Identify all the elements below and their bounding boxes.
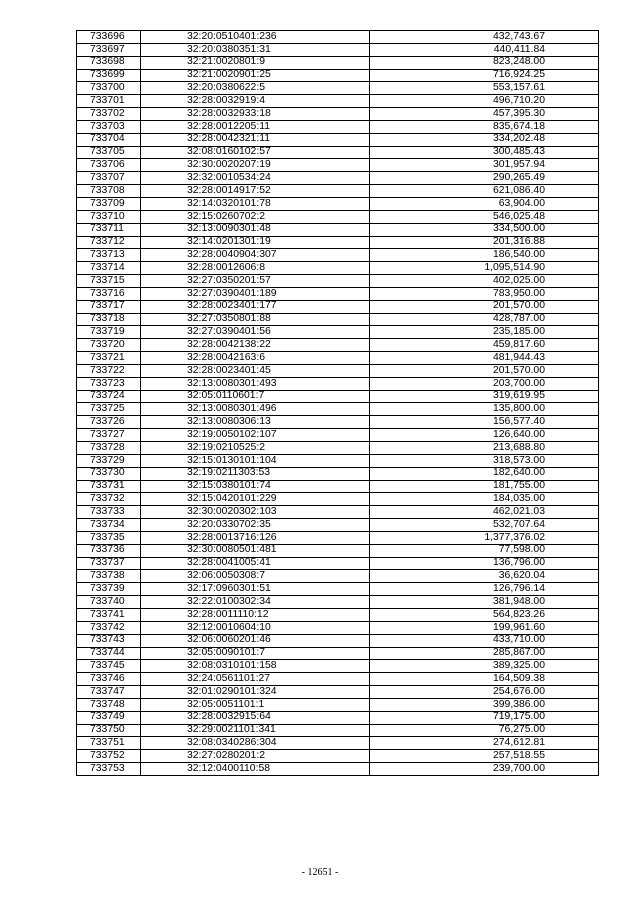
cadastral-number-cell: 32:15:0380101:74 bbox=[141, 480, 370, 493]
record-id-cell: 733730 bbox=[77, 467, 141, 480]
record-id-cell: 733699 bbox=[77, 69, 141, 82]
cadastral-number-cell: 32:30:0020302:103 bbox=[141, 506, 370, 519]
amount-cell: 136,796.00 bbox=[370, 557, 599, 570]
amount-cell: 457,395.30 bbox=[370, 108, 599, 121]
cadastral-number-cell: 32:27:0350201:57 bbox=[141, 275, 370, 288]
table-row bbox=[77, 506, 599, 519]
record-id-cell: 733717 bbox=[77, 300, 141, 313]
cadastral-number-cell: 32:17:0960301:51 bbox=[141, 583, 370, 596]
record-id-cell: 733732 bbox=[77, 493, 141, 506]
cadastral-number-cell: 32:13:0090301:48 bbox=[141, 223, 370, 236]
amount-cell: 462,021.03 bbox=[370, 506, 599, 519]
table-row bbox=[77, 480, 599, 493]
table-row bbox=[77, 442, 599, 455]
table-row bbox=[77, 69, 599, 82]
amount-cell: 36,620.04 bbox=[370, 570, 599, 583]
record-id-cell: 733746 bbox=[77, 673, 141, 686]
table-body bbox=[77, 31, 599, 776]
record-id-cell: 733751 bbox=[77, 737, 141, 750]
amount-cell: 290,265.49 bbox=[370, 172, 599, 185]
amount-cell: 319,619.95 bbox=[370, 390, 599, 403]
cadastral-number-cell: 32:28:0041005:41 bbox=[141, 557, 370, 570]
table-row bbox=[77, 43, 599, 56]
amount-cell: 239,700.00 bbox=[370, 763, 599, 776]
cadastral-number-cell: 32:19:0211303:53 bbox=[141, 467, 370, 480]
amount-cell: 823,248.00 bbox=[370, 56, 599, 69]
table-row bbox=[77, 621, 599, 634]
amount-cell: 532,707.64 bbox=[370, 519, 599, 532]
table-row bbox=[77, 300, 599, 313]
table-row bbox=[77, 95, 599, 108]
table-row bbox=[77, 146, 599, 159]
table-row bbox=[77, 608, 599, 621]
cadastral-number-cell: 32:24:0561101:27 bbox=[141, 673, 370, 686]
table-row bbox=[77, 223, 599, 236]
table-row bbox=[77, 660, 599, 673]
cadastral-number-cell: 32:28:0042163:6 bbox=[141, 352, 370, 365]
cadastral-number-cell: 32:27:0390401:189 bbox=[141, 287, 370, 300]
cadastral-number-cell: 32:28:0014917:52 bbox=[141, 185, 370, 198]
table-row bbox=[77, 159, 599, 172]
table-row bbox=[77, 120, 599, 133]
record-id-cell: 733715 bbox=[77, 275, 141, 288]
cadastral-number-cell: 32:13:0080306:13 bbox=[141, 416, 370, 429]
cadastral-number-cell: 32:28:0013716:126 bbox=[141, 531, 370, 544]
amount-cell: 201,570.00 bbox=[370, 364, 599, 377]
table-row bbox=[77, 82, 599, 95]
cadastral-number-cell: 32:08:0160102:57 bbox=[141, 146, 370, 159]
amount-cell: 433,710.00 bbox=[370, 634, 599, 647]
record-id-cell: 733716 bbox=[77, 287, 141, 300]
record-id-cell: 733733 bbox=[77, 506, 141, 519]
record-id-cell: 733744 bbox=[77, 647, 141, 660]
table-row bbox=[77, 185, 599, 198]
record-id-cell: 733702 bbox=[77, 108, 141, 121]
amount-cell: 440,411.84 bbox=[370, 43, 599, 56]
table-row bbox=[77, 339, 599, 352]
table-row bbox=[77, 596, 599, 609]
amount-cell: 201,316.88 bbox=[370, 236, 599, 249]
amount-cell: 334,500.00 bbox=[370, 223, 599, 236]
table-row bbox=[77, 519, 599, 532]
amount-cell: 835,674.18 bbox=[370, 120, 599, 133]
record-id-cell: 733753 bbox=[77, 763, 141, 776]
record-id-cell: 733728 bbox=[77, 442, 141, 455]
amount-cell: 203,700.00 bbox=[370, 377, 599, 390]
cadastral-number-cell: 32:28:0023401:45 bbox=[141, 364, 370, 377]
table-row bbox=[77, 493, 599, 506]
record-id-cell: 733724 bbox=[77, 390, 141, 403]
record-id-cell: 733727 bbox=[77, 429, 141, 442]
amount-cell: 181,755.00 bbox=[370, 480, 599, 493]
record-id-cell: 733731 bbox=[77, 480, 141, 493]
amount-cell: 63,904.00 bbox=[370, 197, 599, 210]
table-row bbox=[77, 197, 599, 210]
table-row bbox=[77, 454, 599, 467]
record-id-cell: 733723 bbox=[77, 377, 141, 390]
amount-cell: 285,867.00 bbox=[370, 647, 599, 660]
record-id-cell: 733709 bbox=[77, 197, 141, 210]
record-id-cell: 733708 bbox=[77, 185, 141, 198]
table-row bbox=[77, 570, 599, 583]
table-row bbox=[77, 313, 599, 326]
cadastral-number-cell: 32:15:0260702:2 bbox=[141, 210, 370, 223]
cadastral-number-cell: 32:20:0510401:236 bbox=[141, 31, 370, 44]
amount-cell: 719,175.00 bbox=[370, 711, 599, 724]
table-row bbox=[77, 647, 599, 660]
cadastral-number-cell: 32:27:0350801:88 bbox=[141, 313, 370, 326]
table-row bbox=[77, 133, 599, 146]
data-table bbox=[76, 30, 599, 776]
record-id-cell: 733740 bbox=[77, 596, 141, 609]
table-row bbox=[77, 750, 599, 763]
amount-cell: 182,640.00 bbox=[370, 467, 599, 480]
record-id-cell: 733748 bbox=[77, 698, 141, 711]
record-id-cell: 733700 bbox=[77, 82, 141, 95]
table-row bbox=[77, 377, 599, 390]
amount-cell: 318,573.00 bbox=[370, 454, 599, 467]
record-id-cell: 733749 bbox=[77, 711, 141, 724]
table-row bbox=[77, 429, 599, 442]
amount-cell: 135,800.00 bbox=[370, 403, 599, 416]
cadastral-number-cell: 32:20:0380622:5 bbox=[141, 82, 370, 95]
record-id-cell: 733711 bbox=[77, 223, 141, 236]
amount-cell: 564,823.26 bbox=[370, 608, 599, 621]
cadastral-number-cell: 32:28:0042321:11 bbox=[141, 133, 370, 146]
cadastral-number-cell: 32:06:0060201:46 bbox=[141, 634, 370, 647]
table-row bbox=[77, 275, 599, 288]
cadastral-number-cell: 32:27:0390401:56 bbox=[141, 326, 370, 339]
cadastral-number-cell: 32:20:0380351:31 bbox=[141, 43, 370, 56]
record-id-cell: 733707 bbox=[77, 172, 141, 185]
record-id-cell: 733698 bbox=[77, 56, 141, 69]
record-id-cell: 733735 bbox=[77, 531, 141, 544]
cadastral-number-cell: 32:28:0042138:22 bbox=[141, 339, 370, 352]
record-id-cell: 733714 bbox=[77, 262, 141, 275]
amount-cell: 301,957.94 bbox=[370, 159, 599, 172]
record-id-cell: 733713 bbox=[77, 249, 141, 262]
table-row bbox=[77, 531, 599, 544]
record-id-cell: 733750 bbox=[77, 724, 141, 737]
cadastral-number-cell: 32:19:0210525:2 bbox=[141, 442, 370, 455]
cadastral-number-cell: 32:28:0032933:18 bbox=[141, 108, 370, 121]
cadastral-number-cell: 32:13:0080301:493 bbox=[141, 377, 370, 390]
table-row bbox=[77, 108, 599, 121]
record-id-cell: 733712 bbox=[77, 236, 141, 249]
amount-cell: 300,485.43 bbox=[370, 146, 599, 159]
cadastral-number-cell: 32:28:0032919:4 bbox=[141, 95, 370, 108]
cadastral-number-cell: 32:15:0130101:104 bbox=[141, 454, 370, 467]
table-row bbox=[77, 262, 599, 275]
amount-cell: 496,710.20 bbox=[370, 95, 599, 108]
table-row bbox=[77, 583, 599, 596]
page-number: - 12651 - bbox=[301, 867, 339, 878]
table-row bbox=[77, 210, 599, 223]
amount-cell: 546,025.48 bbox=[370, 210, 599, 223]
cadastral-number-cell: 32:01:0290101:324 bbox=[141, 686, 370, 699]
cadastral-number-cell: 32:12:0010604:10 bbox=[141, 621, 370, 634]
amount-cell: 254,676.00 bbox=[370, 686, 599, 699]
record-id-cell: 733736 bbox=[77, 544, 141, 557]
amount-cell: 459,817.60 bbox=[370, 339, 599, 352]
cadastral-number-cell: 32:14:0320101:78 bbox=[141, 197, 370, 210]
cadastral-number-cell: 32:21:0020801:9 bbox=[141, 56, 370, 69]
amount-cell: 213,688.80 bbox=[370, 442, 599, 455]
table-row bbox=[77, 172, 599, 185]
record-id-cell: 733705 bbox=[77, 146, 141, 159]
record-id-cell: 733720 bbox=[77, 339, 141, 352]
amount-cell: 716,924.25 bbox=[370, 69, 599, 82]
record-id-cell: 733745 bbox=[77, 660, 141, 673]
amount-cell: 334,202.48 bbox=[370, 133, 599, 146]
cadastral-number-cell: 32:13:0080301:496 bbox=[141, 403, 370, 416]
table-row bbox=[77, 724, 599, 737]
amount-cell: 126,796.14 bbox=[370, 583, 599, 596]
table-row bbox=[77, 673, 599, 686]
table-row bbox=[77, 287, 599, 300]
table-row bbox=[77, 634, 599, 647]
table-row bbox=[77, 236, 599, 249]
record-id-cell: 733734 bbox=[77, 519, 141, 532]
cadastral-number-cell: 32:06:0050308:7 bbox=[141, 570, 370, 583]
table-row bbox=[77, 326, 599, 339]
cadastral-number-cell: 32:27:0280201:2 bbox=[141, 750, 370, 763]
record-id-cell: 733718 bbox=[77, 313, 141, 326]
record-id-cell: 733752 bbox=[77, 750, 141, 763]
table-row bbox=[77, 31, 599, 44]
amount-cell: 235,185.00 bbox=[370, 326, 599, 339]
amount-cell: 274,612.81 bbox=[370, 737, 599, 750]
record-id-cell: 733719 bbox=[77, 326, 141, 339]
record-id-cell: 733704 bbox=[77, 133, 141, 146]
amount-cell: 621,086.40 bbox=[370, 185, 599, 198]
table-row bbox=[77, 416, 599, 429]
cadastral-number-cell: 32:30:0020207:19 bbox=[141, 159, 370, 172]
cadastral-number-cell: 32:08:0310101:158 bbox=[141, 660, 370, 673]
table-row bbox=[77, 364, 599, 377]
cadastral-number-cell: 32:28:0032915:64 bbox=[141, 711, 370, 724]
record-id-cell: 733722 bbox=[77, 364, 141, 377]
record-id-cell: 733747 bbox=[77, 686, 141, 699]
amount-cell: 184,035.00 bbox=[370, 493, 599, 506]
table-row bbox=[77, 737, 599, 750]
cadastral-number-cell: 32:12:0400110:58 bbox=[141, 763, 370, 776]
record-id-cell: 733741 bbox=[77, 608, 141, 621]
table-row bbox=[77, 698, 599, 711]
record-id-cell: 733701 bbox=[77, 95, 141, 108]
amount-cell: 553,157.61 bbox=[370, 82, 599, 95]
amount-cell: 1,377,376.02 bbox=[370, 531, 599, 544]
amount-cell: 76,275.00 bbox=[370, 724, 599, 737]
cadastral-number-cell: 32:05:0051101:1 bbox=[141, 698, 370, 711]
cadastral-number-cell: 32:28:0023401:177 bbox=[141, 300, 370, 313]
amount-cell: 381,948.00 bbox=[370, 596, 599, 609]
amount-cell: 481,944.43 bbox=[370, 352, 599, 365]
amount-cell: 199,961.60 bbox=[370, 621, 599, 634]
cadastral-number-cell: 32:22:0100302:34 bbox=[141, 596, 370, 609]
record-id-cell: 733697 bbox=[77, 43, 141, 56]
amount-cell: 186,540.00 bbox=[370, 249, 599, 262]
amount-cell: 389,325.00 bbox=[370, 660, 599, 673]
table-row bbox=[77, 56, 599, 69]
cadastral-number-cell: 32:05:0090101:7 bbox=[141, 647, 370, 660]
record-id-cell: 733725 bbox=[77, 403, 141, 416]
cadastral-number-cell: 32:28:0012606:8 bbox=[141, 262, 370, 275]
cadastral-number-cell: 32:19:0050102:107 bbox=[141, 429, 370, 442]
cadastral-number-cell: 32:30:0080501:481 bbox=[141, 544, 370, 557]
amount-cell: 156,577.40 bbox=[370, 416, 599, 429]
record-id-cell: 733737 bbox=[77, 557, 141, 570]
amount-cell: 257,518.55 bbox=[370, 750, 599, 763]
cadastral-number-cell: 32:14:0201301:19 bbox=[141, 236, 370, 249]
cadastral-number-cell: 32:15:0420101:229 bbox=[141, 493, 370, 506]
amount-cell: 428,787.00 bbox=[370, 313, 599, 326]
amount-cell: 77,598.00 bbox=[370, 544, 599, 557]
table-row bbox=[77, 557, 599, 570]
table-row bbox=[77, 352, 599, 365]
table-row bbox=[77, 390, 599, 403]
table-row bbox=[77, 544, 599, 557]
amount-cell: 201,570.00 bbox=[370, 300, 599, 313]
cadastral-number-cell: 32:21:0020901:25 bbox=[141, 69, 370, 82]
amount-cell: 164,509.38 bbox=[370, 673, 599, 686]
amount-cell: 432,743.67 bbox=[370, 31, 599, 44]
cadastral-number-cell: 32:08:0340286:304 bbox=[141, 737, 370, 750]
table-row bbox=[77, 711, 599, 724]
record-id-cell: 733739 bbox=[77, 583, 141, 596]
table-row bbox=[77, 467, 599, 480]
table-row bbox=[77, 403, 599, 416]
amount-cell: 402,025.00 bbox=[370, 275, 599, 288]
record-id-cell: 733742 bbox=[77, 621, 141, 634]
cadastral-number-cell: 32:28:0040904:307 bbox=[141, 249, 370, 262]
table-row bbox=[77, 249, 599, 262]
cadastral-number-cell: 32:28:0011110:12 bbox=[141, 608, 370, 621]
record-id-cell: 733743 bbox=[77, 634, 141, 647]
record-id-cell: 733729 bbox=[77, 454, 141, 467]
amount-cell: 783,950.00 bbox=[370, 287, 599, 300]
amount-cell: 1,095,514.90 bbox=[370, 262, 599, 275]
cadastral-number-cell: 32:29:0021101:341 bbox=[141, 724, 370, 737]
cadastral-number-cell: 32:20:0330702:35 bbox=[141, 519, 370, 532]
cadastral-number-cell: 32:32:0010534:24 bbox=[141, 172, 370, 185]
record-id-cell: 733703 bbox=[77, 120, 141, 133]
record-id-cell: 733726 bbox=[77, 416, 141, 429]
amount-cell: 126,640.00 bbox=[370, 429, 599, 442]
amount-cell: 399,386.00 bbox=[370, 698, 599, 711]
table-row bbox=[77, 686, 599, 699]
cadastral-number-cell: 32:05:0110601:7 bbox=[141, 390, 370, 403]
record-id-cell: 733710 bbox=[77, 210, 141, 223]
record-id-cell: 733706 bbox=[77, 159, 141, 172]
record-id-cell: 733696 bbox=[77, 31, 141, 44]
record-id-cell: 733721 bbox=[77, 352, 141, 365]
record-id-cell: 733738 bbox=[77, 570, 141, 583]
cadastral-number-cell: 32:28:0012205:11 bbox=[141, 120, 370, 133]
table-row bbox=[77, 763, 599, 776]
